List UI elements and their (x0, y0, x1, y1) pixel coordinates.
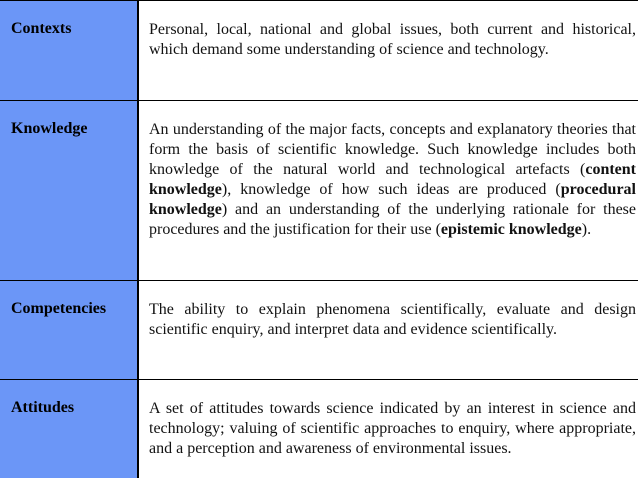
row-label-cell (0, 281, 139, 379)
row-text-cell (139, 101, 638, 280)
text-segment: ). (581, 221, 592, 238)
text-segment: ), knowledge of how such ideas are produced ( (221, 181, 561, 198)
row-text-knowledge (149, 120, 636, 240)
row-label-cell (0, 101, 139, 280)
table-row-knowledge (0, 101, 638, 281)
text-segment: ) and an understanding of the underlying rationale for these procedures and the justification for their use ( (149, 201, 636, 238)
row-text-cell (139, 281, 638, 379)
table-row-attitudes (0, 380, 638, 478)
table-row-contexts (0, 1, 638, 101)
row-label-contexts: Contexts (11, 20, 72, 37)
row-text-competencies: The ability to explain phenomena scientifically, evaluate and design scientific enquiry, and interpret data and evidence scientifically. (149, 301, 636, 338)
table-row-competencies (0, 281, 638, 380)
row-text-attitudes: A set of attitudes towards science indicated by an interest in science and technology; valuing of scientific approaches to enquiry, where appropriate, and a perception and awareness of environmental issues. (149, 400, 636, 457)
term-procedural-knowledge: procedural knowledge (149, 181, 636, 218)
row-text-contexts: Personal, local, national and global issues, both current and historical, which demand some understanding of science and technology. (149, 21, 636, 58)
term-content-knowledge: content knowledge (149, 161, 636, 198)
row-text-cell (139, 380, 638, 478)
row-label-cell (0, 380, 139, 478)
row-label-competencies: Competencies (11, 300, 107, 317)
row-label-knowledge: Knowledge (11, 120, 88, 137)
term-epistemic-knowledge: epistemic knowledge (440, 221, 582, 238)
row-label-cell (0, 1, 139, 100)
row-text-cell (139, 1, 638, 100)
text-segment: An understanding of the major facts, concepts and explanatory theories that form the basis of scientific knowledge. Such knowledge includes both knowledge of the natural world and technological artefacts ( (149, 121, 636, 178)
row-label-attitudes: Attitudes (11, 399, 75, 416)
